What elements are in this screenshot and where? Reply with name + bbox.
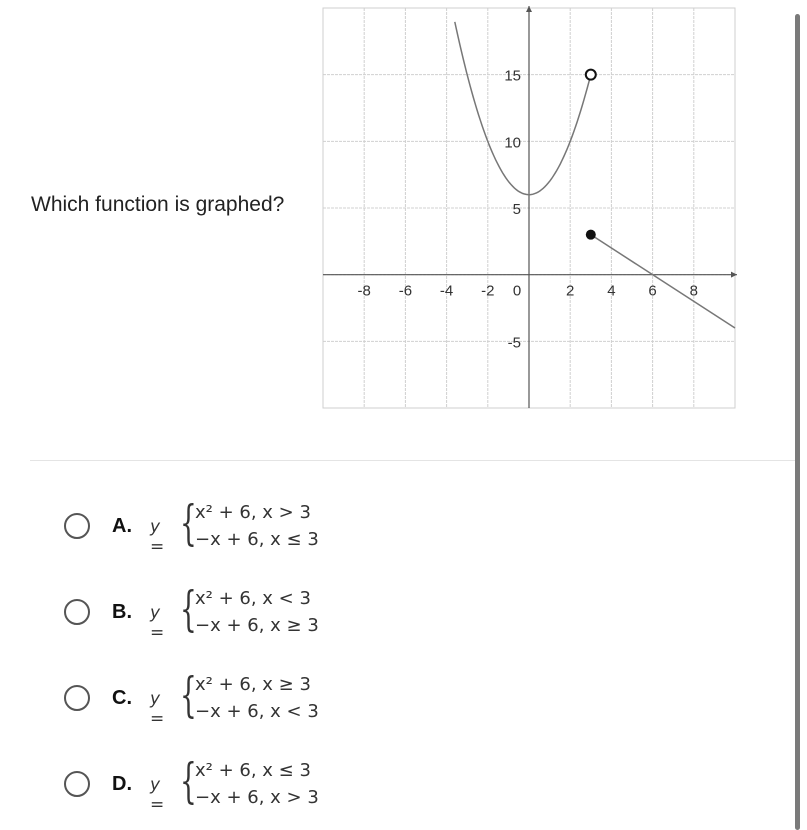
y-tick-label: -5 [507,334,521,352]
radio-b[interactable] [64,599,90,625]
question-text: Which function is graphed? [31,193,285,216]
x-tick-label: -2 [481,282,495,300]
x-tick-label: 8 [689,282,698,300]
x-tick-label: -8 [357,282,371,300]
x-tick-label: 4 [607,282,616,300]
option-b-case-top: x² + 6, x < 3 [195,588,311,609]
x-tick-label: -6 [398,282,413,300]
option-b-brace: { [180,581,197,637]
option-b-letter: B. [112,601,132,623]
option-d-y: y = [150,775,165,815]
option-c-y: y = [150,689,165,729]
x-axis-arrow [731,272,737,278]
option-d-brace: { [180,753,197,809]
series-line [591,235,735,328]
option-a-y: y = [150,517,165,557]
option-d-letter: D. [112,773,132,795]
option-b-case-bottom: −x + 6, x ≥ 3 [195,615,319,636]
y-tick-label: 5 [512,201,521,218]
radio-a[interactable] [64,513,90,539]
y-tick-label: 15 [504,67,521,85]
option-a-case-bottom: −x + 6, x ≤ 3 [195,529,319,550]
radio-d[interactable] [64,771,90,797]
x-tick-label: 6 [648,282,657,300]
option-a-brace: { [180,495,197,551]
option-d-case-bottom: −x + 6, x > 3 [195,787,319,808]
option-b-y: y = [150,603,165,643]
y-axis-arrow [526,6,532,12]
y-tick-label: 10 [504,134,521,152]
option-c-letter: C. [112,687,132,709]
x-tick-label: -4 [439,282,454,300]
option-a-case-top: x² + 6, x > 3 [195,502,311,523]
x-tick-label: 2 [566,282,575,300]
option-c-case-top: x² + 6, x ≥ 3 [195,674,311,695]
option-d-case-top: x² + 6, x ≤ 3 [195,760,311,781]
x-tick-label: 0 [512,282,522,300]
closed-point [586,230,596,240]
open-point [586,70,596,80]
radio-c[interactable] [64,685,90,711]
scrollbar[interactable] [795,14,800,830]
divider [30,460,795,461]
option-c-brace: { [180,667,197,723]
option-c-case-bottom: −x + 6, x < 3 [195,701,319,722]
option-a-letter: A. [112,515,132,537]
